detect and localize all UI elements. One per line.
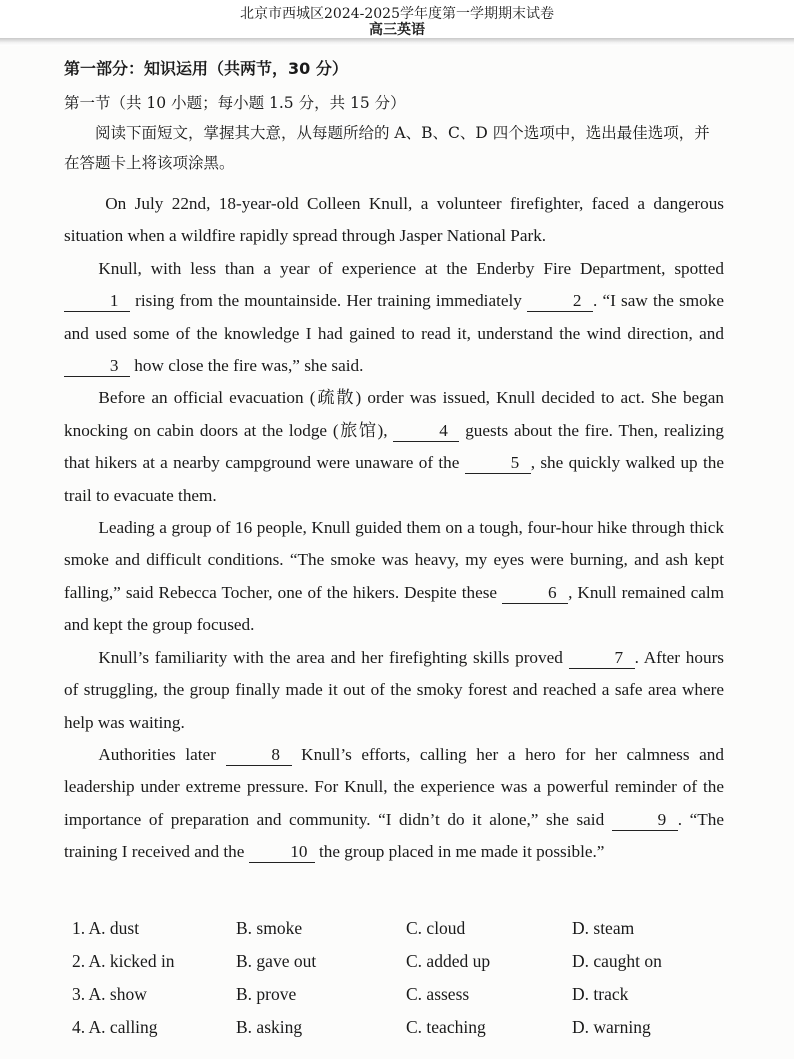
option-c: C. added up	[406, 951, 491, 971]
option-a: 1. A. dust	[72, 918, 140, 938]
blank-6: 6	[502, 583, 568, 604]
blank-3: 3	[64, 356, 130, 377]
blank-2: 2	[527, 291, 593, 312]
option-row-4	[72, 1011, 732, 1044]
option-b: B. smoke	[236, 918, 303, 938]
paragraph-text: Leading a group of 16 people, Knull guided them on a tough, four-hour hike through thick smoke and difficult conditions. “The smoke was heavy, my eyes were burning, and ash kept falling,” said Rebecca Tocher, one of the hikers. Despite these	[64, 518, 724, 602]
instructions: 阅读下面短文，掌握其大意，从每题所给的 A、B、C、D 四个选项中，选出最佳选项，并在答题卡上将该项涂黑。	[64, 124, 710, 172]
paragraph-text: Knull, with less than a year of experience at the Enderby Fire Department, spotted	[98, 258, 724, 278]
exam-subject: 高三英语	[369, 22, 425, 38]
paragraph-text: Before an official evacuation (疏散) order was issued, Knull decided to act. She began knocking on cabin doors at the lodge (旅馆),	[64, 388, 724, 440]
passage-paragraph-3	[64, 382, 724, 512]
paragraph-text: , Knull remained calm and kept the group focused.	[64, 582, 724, 635]
paragraph-text: . “The training I received and the	[64, 809, 724, 862]
paragraph-text: . After hours of struggling, the group finally made it out of the smoky forest and reached a safe area where help was waiting.	[64, 647, 724, 732]
option-row-2	[72, 945, 732, 978]
paragraph-text: rising from the mountainside. Her training immediately	[130, 291, 528, 311]
option-b: B. asking	[236, 1017, 303, 1037]
passage-paragraph-6	[64, 739, 724, 869]
scan-edge-shadow	[0, 38, 794, 46]
exam-title: 北京市西城区2024-2025学年度第一学期期末试卷	[240, 6, 554, 22]
option-d: D. warning	[572, 1017, 651, 1037]
paragraph-text: how close the fire was,” she said.	[130, 356, 364, 376]
option-row-3	[72, 978, 732, 1011]
blank-4: 4	[393, 421, 459, 442]
part-title: 第一部分：知识运用（共两节，30 分）	[64, 59, 348, 78]
passage-paragraph-4	[64, 512, 724, 642]
document-header	[0, 0, 794, 40]
blank-5: 5	[465, 453, 531, 474]
passage-paragraph-2	[64, 253, 724, 383]
blank-1: 1	[64, 291, 130, 312]
paragraph-text: the group placed in me made it possible.”	[314, 842, 605, 862]
option-d: D. steam	[572, 918, 635, 938]
section-title: 第一节（共 10 小题；每小题 1.5 分，共 15 分）	[64, 94, 406, 112]
option-d: D. caught on	[572, 951, 662, 971]
option-c: C. teaching	[406, 1017, 486, 1037]
blank-7: 7	[569, 648, 635, 669]
paragraph-text: guests about the fire. Then, realizing that hikers at a nearby campground were unaware of the	[64, 420, 724, 473]
option-row-1	[72, 912, 732, 945]
option-b: B. gave out	[236, 951, 317, 971]
blank-8: 8	[226, 745, 292, 766]
paragraph-text: . “I saw the smoke and used some of the knowledge I had gained to read it, understand the wind direction, and	[64, 291, 724, 343]
answer-options	[72, 912, 732, 1044]
passage-paragraph-5	[64, 642, 724, 739]
paragraph-text: , she quickly walked up the trail to evacuate them.	[64, 453, 724, 505]
option-c: C. assess	[406, 984, 470, 1004]
exam-content	[64, 58, 724, 869]
paragraph-text: Authorities later	[98, 744, 226, 764]
option-a: 4. A. calling	[72, 1017, 158, 1037]
paragraph-text: Knull’s familiarity with the area and her firefighting skills proved	[98, 647, 569, 667]
option-a: 2. A. kicked in	[72, 951, 175, 971]
paragraph-text: Knull’s efforts, calling her a hero for her calmness and leadership under extreme pressure. For Knull, the experience was a powerful reminder of the importance of preparation and community. “I didn’t do it alone,” she said	[64, 744, 724, 829]
option-b: B. prove	[236, 984, 297, 1004]
blank-9: 9	[612, 810, 678, 831]
option-d: D. track	[572, 984, 629, 1004]
option-c: C. cloud	[406, 918, 466, 938]
option-a: 3. A. show	[72, 984, 147, 1004]
passage-paragraph-1	[64, 188, 724, 253]
blank-10: 10	[249, 842, 315, 863]
paragraph-text: On July 22nd, 18-year-old Colleen Knull, a volunteer firefighter, faced a dangerous situation when a wildfire rapidly spread through Jasper National Park.	[64, 194, 724, 246]
